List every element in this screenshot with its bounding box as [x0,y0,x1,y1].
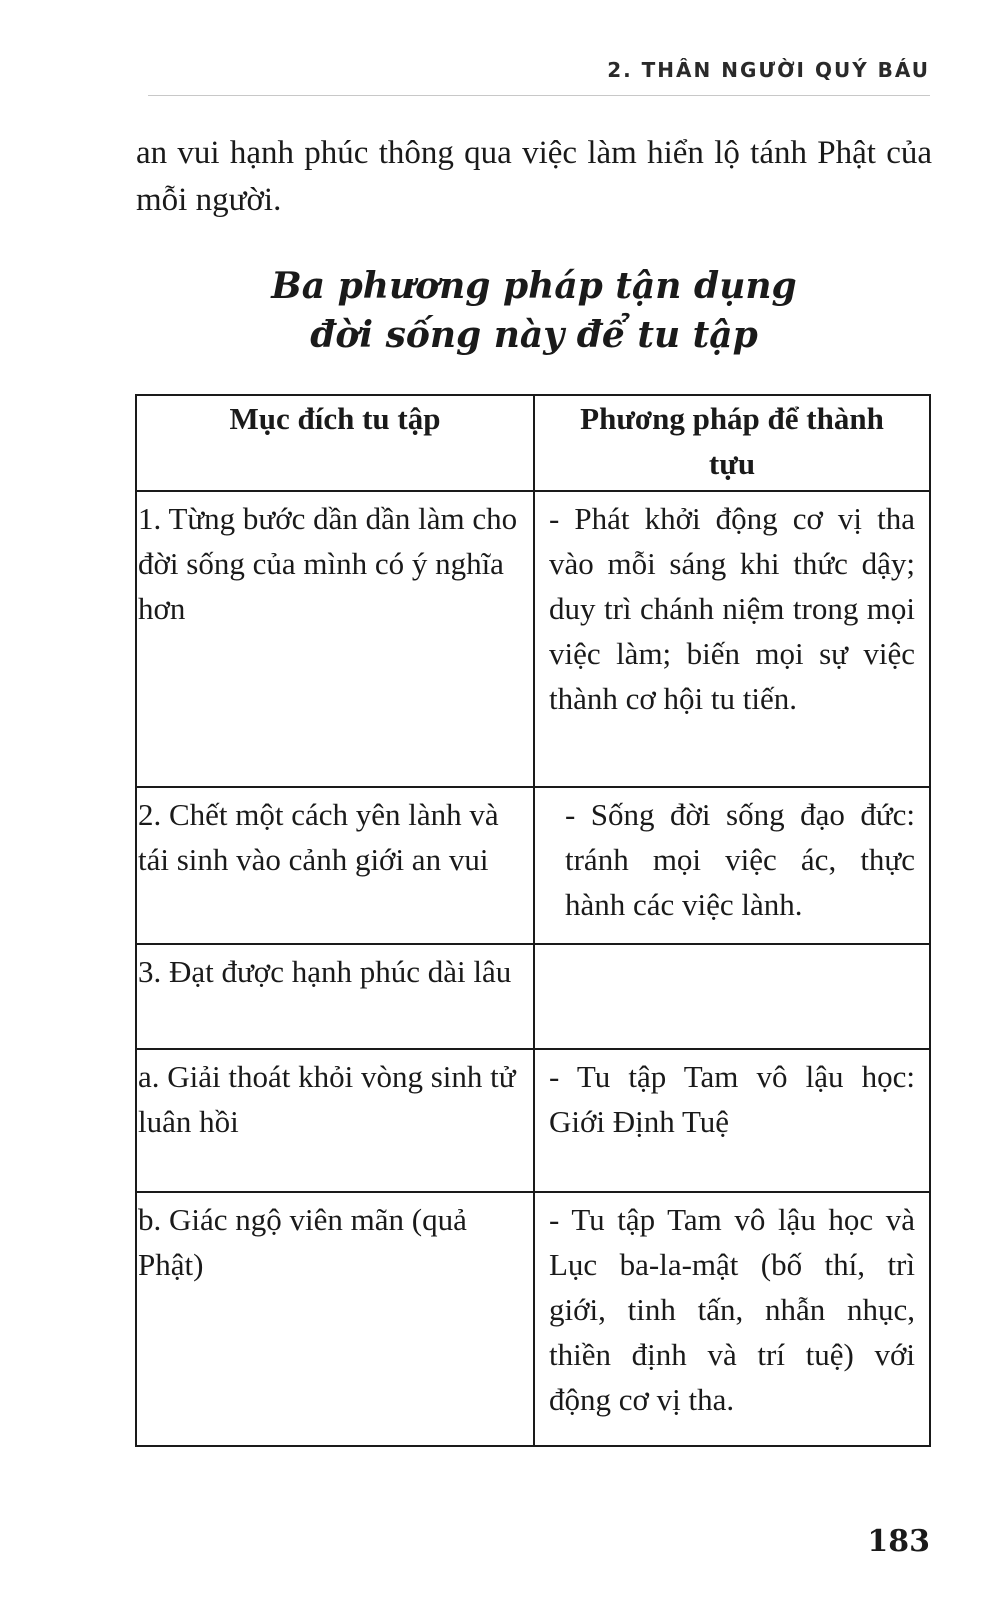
goal-cell: a. Giải thoát khỏi vòng sinh tử luân hồi [136,1049,534,1192]
page-number: 183 [867,1524,930,1559]
method-cell: - Tu tập Tam vô lậu học và Lục ba-la-mật (bố thí, trì giới, tinh tấn, nhẫn nhục, thiền định và trí tuệ) với động cơ vị tha. [534,1192,930,1446]
header-method: Phương pháp để thành tựu [534,395,930,491]
table-row [136,787,930,944]
method-cell [534,944,930,1049]
method-cell: - Phát khởi động cơ vị tha vào mỗi sáng khi thức dậy; duy trì chánh niệm trong mọi việc làm; biến mọi sự việc thành cơ hội tu tiến. [534,491,930,787]
table-row [136,944,930,1049]
goal-cell: 1. Từng bước dần dần làm cho đời sống của mình có ý nghĩa hơn [136,491,534,787]
table-header-row [136,395,930,491]
header-goal: Mục đích tu tập [136,395,534,491]
method-cell: - Sống đời sống đạo đức: tránh mọi việc ác, thực hành các việc lành. [534,787,930,944]
method-cell: - Tu tập Tam vô lậu học: Giới Định Tuệ [534,1049,930,1192]
section-title-line-1: Ba phương pháp tận dụng [271,265,797,307]
table-row [136,1192,930,1446]
table-row [136,1049,930,1192]
header-divider [148,95,930,96]
goal-cell: 3. Đạt được hạnh phúc dài lâu [136,944,534,1049]
table-row [136,491,930,787]
section-title-line-2: đời sống này để tu tập [310,314,758,356]
section-title [136,262,932,360]
goal-cell: b. Giác ngộ viên mãn (quả Phật) [136,1192,534,1446]
running-header: 2. THÂN NGƯỜI QUÝ BÁU [607,58,930,82]
intro-paragraph: an vui hạnh phúc thông qua việc làm hiển lộ tánh Phật của mỗi người. [136,135,932,218]
practice-methods-table [135,394,931,1447]
goal-cell: 2. Chết một cách yên lành và tái sinh vào cảnh giới an vui [136,787,534,944]
